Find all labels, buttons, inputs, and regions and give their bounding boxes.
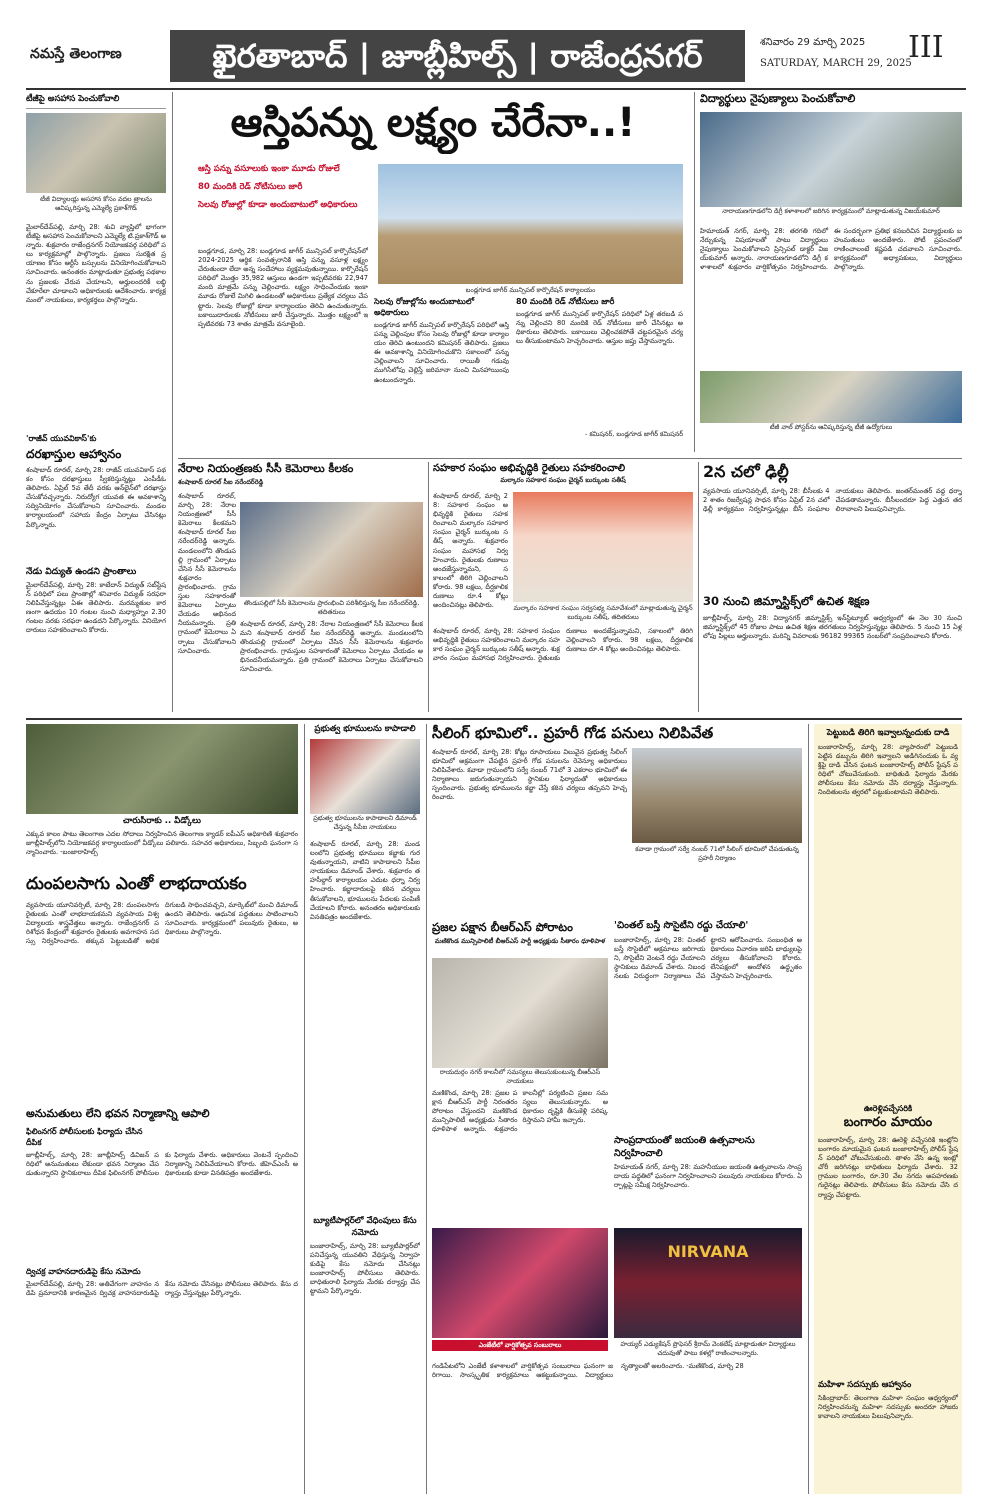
gym-head: 30 నుంచి జిమ్నాస్టిక్స్‌లో ఉచిత శిక్షణ	[703, 594, 870, 608]
nirvana-caption-2: హయ్యర్ ఎడ్యుకేషన్ ప్రొఫెసర్ శ్రీరామ్ వెంకటేష్ మాట్లాడుతూ విద్యార్థులు చదువుతో పాటు కళల్లో రాణించాలన్నారు.	[620, 1340, 796, 1357]
coop-photo	[513, 492, 693, 602]
nirvana-caption-1: ఎంజేటీలో వార్షికోత్సవ సంబురాలు	[432, 1340, 608, 1351]
women-body: సికింద్రాబాద్: తెలంగాణ మహిళా సంఘం ఆధ్వర్యంలో నిర్వహించనున్న మహిళా సదస్సుకు అందరూ హాజరు కావాలని నాయకులు పిలుపునిచ్చారు.	[818, 1394, 958, 1421]
gov-caption: ప్రభుత్వ భూములను కాపాడాలని డిమాండ్ చేస్తున్న సీపీఐ నాయకులు	[313, 814, 417, 831]
cctv-caption: తొండుపల్లిలో సీసీ కెమెరాలను ప్రారంభించి పరిశీలిస్తున్న సీఐ నరేందర్‌రెడ్డి, తదితరులు	[243, 599, 420, 616]
invest-head: పెట్టుబడి తిరిగి ఇవ్వాలన్నందుకు దాడి	[826, 728, 950, 738]
byte-head: బ్యూటీపార్లర్‌లో వేధింపులు కేసు నమోదు	[313, 1216, 417, 1238]
nirvana-photo-2	[614, 1228, 802, 1338]
gov-body: శంషాబాద్ రూరల్, మార్చి 28: మండలంలోని ప్రభుత్వ భూములు కబ్జాకు గురవుతున్నాయని, వాటిని కాపాడాలని సీపీఐ నాయకులు డిమాండ్ చేశారు. శుక్రవారం తహసీల్దార్ కార్యాలయం ఎదుట ధర్నా నిర్వహించారు. కబ్జాదారులపై కఠిన చర్యలు తీసుకోవాలని, భూములను పేదలకు పంపిణీ చేయాలని కోరారు. అనంతరం అధికారులకు వినతిపత్రం అందజేశారు.	[310, 840, 420, 921]
gov-lands	[310, 724, 420, 1500]
gold-body: బంజారాహిల్స్, మార్చి 28: ఊరెళ్లి వచ్చేసరికి ఇంట్లోని బంగారం మాయమైన ఘటన బంజారాహిల్స్ పోలీస్ స్టేషన్ పరిధిలో చోటుచేసుకుంది. తాళం వేసి ఉన్న ఇంట్లో చోరీ జరిగినట్లు బాధితులు ఫిర్యాదు చేశారు. 32 గ్రాముల బంగారం, రూ.30 వేల నగదు అపహరణకు గురైనట్లు తెలిపారు. పోలీసులు కేసు నమోదు చేసి దర్యాప్తు చేపట్టారు.	[818, 1136, 958, 1199]
brs-sub: మణికొండ మున్సిపాలిటీ బీఆర్ఎస్ పార్టీ అధ్యక్షుడు సీతారం ధూళిపాళ	[434, 937, 606, 945]
right-top-photo-2	[700, 371, 962, 423]
delhi-body: వ్యవసాయ యూనివర్సిటీ, మార్చి 28: బీసీలకు 42 శాతం రిజర్వేషన్ల సాధన కోసం ఏప్రిల్ 2న చలో ఢిల్లీ కార్యక్రమం నిర్వహిస్తున్నట్లు బీసీ సంఘాల నాయకులు తెలిపారు. జంతర్‌మంతర్ వద్ద ధర్నా చేపడతామన్నారు. బీసీలందరూ పెద్ద ఎత్తున తరలిరావాలని పిలుపునిచ్చారు.	[703, 487, 962, 514]
brs-body: మణికొండ, మార్చి 28: ప్రజల పక్షాన బీఆర్ఎస్ పార్టీ నిరంతరం పోరాటం చేస్తుందని మణికొండ మున్సిపాలిటీ అధ్యక్షుడు సీతారం ధూళిపాళ అన్నారు. శుక్రవారం కాలనీల్లో పర్యటించి ప్రజల సమస్యలు తెలుసుకున్నారు. అధికారుల దృష్టికి తీసుకెళ్లి పరిష్కరిస్తామని హామీ ఇచ్చారు.	[432, 1089, 608, 1134]
chintal-body: బంజారాహిల్స్, మార్చి 28: చింతల్ బస్తీ సొసైటీలో అక్రమాలు జరిగాయని, సొసైటీని వెంటనే రద్దు చేయాలని స్థానికులు డిమాండ్ చేశారు. నిబంధనలకు విరుద్ధంగా నిర్మాణాలు చేపట్టారని ఆరోపించారు. సంబంధిత అధికారులు విచారణ జరిపి బాధ్యులపై చర్యలు తీసుకోవాలని కోరారు. లేనిపక్షంలో ఆందోళన ఉద్ధృతం చేస్తామని హెచ్చరించారు.	[614, 936, 802, 981]
hero-photo	[26, 724, 298, 814]
chintal-story	[614, 920, 802, 1220]
ceiling-body: శంషాబాద్ రూరల్, మార్చి 28: కోట్లు రూపాయలు విలువైన ప్రభుత్వ సీలింగ్ భూమిలో అక్రమంగా చేపట్టిన ప్రహరీ గోడ పనులను రెవెన్యూ అధికారులు నిలిపివేశారు. కవాడా గ్రామంలోని సర్వే నంబర్ 71లో 3 ఎకరాల భూమిలో ఈ నిర్మాణాలు జరుగుతున్నాయని స్థానికుల ఫిర్యాదుతో అధికారులు స్పందించారు. ప్రభుత్వ భూములను కబ్జా చేస్తే కఠిన చర్యలు తప్పవని హెచ్చరించారు.	[432, 748, 627, 802]
hero-body: ఎక్కువ కాలం పాటు తెలంగాణ ఎదల సోదాలు నిర్వహించిన తెలంగాణ క్యాడర్ ఐపీఎస్ అధికారిణి శుక్రవారం జూబ్లీహిల్స్‌లోని నియోజకవర్గ కార్యాలయంలో వీడ్కోలు పలికారు. సహచర అధికారులు, సిబ్బంది ఘనంగా సన్మానించారు. -బంజారాహిల్స్	[26, 830, 298, 857]
bottom-left	[26, 724, 298, 1500]
gold-badge: ఊరెళ్లివచ్చేసరికి	[863, 1104, 913, 1113]
brs-photo	[432, 958, 608, 1068]
main-sub-2: 80 మందికి రెడ్ నోటీసులు జారీ	[516, 297, 615, 306]
ceiling-head: సీలింగ్ భూమిలో.. ప్రహరీ గోడ పనులు నిలిపివేత	[432, 724, 714, 742]
jayanti-body: హిమాయత్ నగర్, మార్చి 28: మహనీయుల జయంతి ఉత్సవాలను సాంప్రదాయ పద్ధతిలో ఘనంగా నిర్వహించాలని పలువురు నాయకులు కోరారు. ఏర్పాట్లపై సమీక్ష నిర్వహించారు.	[614, 1163, 802, 1190]
story-cctv	[178, 462, 423, 712]
coop-sub: మల్కారం సహకార సంఘం చైర్మన్ బుర్కుంట సతీష్	[500, 476, 626, 484]
permit-body: జూబ్లీహిల్స్, మార్చి 28: జూబ్లీహిల్స్ డివిజన్ పరిధిలో అనుమతులు లేకుండా భవన నిర్మాణం చేపడుతున్నారని స్థానికురాలు దీపిక ఫిలింనగర్ పోలీసులకు ఫిర్యాదు చేశారు. అధికారులు వెంటనే స్పందించి నిర్మాణాన్ని నిలిపివేయాలని కోరారు. జీహెచ్‌ఎంసీ అధికారులకు కూడా వినతిపత్రం అందజేశారు.	[26, 1151, 298, 1178]
dumpala-head: దుంపలసాగు ఎంతో లాభదాయకం	[26, 874, 247, 894]
left-caption-1: టీజీ విద్యాలయ్ల అసహాన కోసం వదల త్రాలను ఆవిష్కరిస్తున్న ఎమ్మెల్యే ప్రకాశ్‌గౌడ్	[40, 195, 152, 212]
invest-body: బంజారాహిల్స్, మార్చి 28: వ్యాపారంలో పెట్టుబడి పెట్టిన డబ్బును తిరిగి ఇవ్వాలని అడిగినందుకు ఓ వ్యక్తిపై దాడి చేసిన ఘటన బంజారాహిల్స్ పోలీస్ స్టేషన్ పరిధిలో చోటుచేసుకుంది. బాధితుడి ఫిర్యాదు మేరకు పోలీసులు కేసు నమోదు చేసి దర్యాప్తు చేస్తున్నారు. నిందితులను త్వరలో పట్టుకుంటామని తెలిపారు.	[818, 743, 958, 797]
main-sub-1-box	[374, 297, 509, 431]
right-top	[700, 92, 962, 452]
nirvana-body: గండిపేటలోని ఎంజేటీ కళాశాలలో వార్షికోత్సవ సంబురాలు ఘనంగా జరిగాయి. సాంస్కృతిక కార్యక్రమాలు ఆకట్టుకున్నాయి. విద్యార్థులు నృత్యాలతో అలరించారు. -మణికొండ, మార్చి 28	[432, 1362, 744, 1380]
left-head-3: నేడు విద్యుత్ ఉండని ప్రాంతాలు	[26, 567, 137, 577]
nirvana-photo-1	[432, 1228, 608, 1338]
coop-head: సహకార సంఘం అభివృద్ధికి రైతులు సహకరించాలి	[433, 463, 626, 474]
story-delhi	[703, 462, 962, 587]
main-headline: ఆస్తిపన్ను లక్ష్యం చేరేనా..!	[230, 100, 636, 146]
left-photo-1	[26, 113, 166, 193]
coop-body: శంషాబాద్ రూరల్, మార్చి 28: సహకార సంఘం అభివృద్ధికి రైతులు సహకరించాలని మల్కారం సహకార సంఘం చైర్మన్ బుర్కుంట సతీష్ అన్నారు. శుక్రవారం సంఘం మహాసభ నిర్వహించారు. రైతులకు రుణాలు అందజేస్తున్నామని, సకాలంలో తిరిగి చెల్లించాలని కోరారు. 98 లక్షలు, దీర్ఘకాలిక రుణాలు రూ.4 కోట్లు అందించినట్లు తెలిపారు.	[433, 492, 508, 610]
right-top-photo	[700, 112, 962, 207]
brs-head: ప్రజల పక్షాన బీఆర్ఎస్ పోరాటం	[432, 920, 573, 934]
permit-head: అనుమతులు లేని భవన నిర్మాణాన్ని ఆపాలి	[26, 1107, 210, 1120]
left-head-2: దరఖాస్తుల ఆహ్వానం	[26, 447, 122, 461]
nirvana-block	[432, 1228, 802, 1500]
permit-sub: ఫిలింనగర్ పోలీసులకు ఫిర్యాదు చేసిన దీపిక	[26, 1127, 143, 1147]
right-top-head: విద్యార్థులు నైపుణ్యాలు పెంచుకోవాలి	[700, 92, 856, 105]
cctv-photo	[240, 502, 423, 597]
main-sub-2-body: బండ్లగూడ జాగీర్ మున్సిపల్ కార్పొరేషన్ పరిధిలో ఏళ్ల తరబడి పన్ను చెల్లించని 80 మందికి రెడ్ నోటీసులు జారీ చేసినట్లు అధికారులు తెలిపారు. బకాయిలు చెల్లించకపోతే చట్టపరమైన చర్యలు తీసుకుంటామని హెచ్చరించారు. ఆస్తుల జప్తు చేస్తామన్నారు.	[516, 310, 683, 346]
right-top-body: హిమాయత్ నగర్, మార్చి 28: తరగతి గదిలో నేర్చుకున్న విషయాలతో పాటు విద్యార్థులు నైపుణ్యాలు పెంచుకోవాలని ప్రిన్సిపల్ డాక్టర్ విజయ్‌కుమార్ అన్నారు. నారాయణగూడలోని డిగ్రీ కళాశాలలో శుక్రవారం వార్షికోత్సవం నిర్వహించారు. ఈ సందర్భంగా ప్రతిభ కనబరిచిన విద్యార్థులకు బహుమతులు అందజేశారు. పోటీ ప్రపంచంలో రాణించాలంటే కష్టపడి చదవాలని సూచించారు. కార్యక్రమంలో అధ్యాపకులు, విద్యార్థులు పాల్గొన్నారు.	[700, 227, 962, 272]
region-title: ఖైరతాబాద్ | జూబ్లీహిల్స్ | రాజేంద్రనగర్	[212, 37, 703, 75]
masthead	[0, 0, 981, 80]
main-quote: - కమిషనర్, బండ్లగూడ జాగీర్ కమిషనర్	[584, 430, 683, 438]
gov-photo	[310, 739, 420, 814]
cctv-body-2: శంషాబాద్ రూరల్, మార్చి 28: నేరాల నియంత్రణలో సీసీ కెమెరాలు కీలకమని శంషాబాద్ రూరల్ సీఐ నరేందర్‌రెడ్డి అన్నారు. మండలంలోని తొండుపల్లి గ్రామంలో ఏర్పాటు చేసిన సీసీ కెమెరాలను శుక్రవారం ప్రారంభించారు. గ్రామస్తుల సహకారంతో కెమెరాలు ఏర్పాటు చేయడం అభినందనీయమన్నారు. ప్రతి గ్రామంలో కెమెరాలు ఏర్పాటు చేసుకోవాలని సూచించారు.	[240, 620, 423, 674]
main-bullets	[198, 164, 368, 212]
left-badge-2: 'రాజీవ్ యువవికాస్'కు	[26, 434, 97, 443]
main-sub-1-body: బండ్లగూడ జాగీర్ మున్సిపల్ కార్పొరేషన్ పరిధిలో ఆస్తి పన్ను చెల్లింపుల కోసం సెలవు రోజుల్లో కూడా కార్యాలయం తెరిచి ఉంటుందని కమిషనర్ తెలిపారు. ప్రజలు ఈ అవకాశాన్ని వినియోగించుకొని సకాలంలో పన్ను చెల్లించాలని సూచించారు. రాయితీ గడువు ముగిసేలోపు చెల్లిస్తే జరిమానా నుంచి మినహాయింపు ఉంటుందన్నారు.	[374, 321, 509, 384]
gold-head: బంగారం మాయం	[843, 1115, 933, 1130]
date-telugu: శనివారం 29 మార్చి 2025	[760, 37, 866, 48]
left-body-2: శంషాబాద్ రూరల్, మార్చి 28: రాజీవ్ యువవికాస్ పథకం కోసం దరఖాస్తులు స్వీకరిస్తున్నట్లు ఎంపీడీఓ తెలిపారు. ఏప్రిల్ 5వ తేదీ వరకు ఆన్‌లైన్‌లో దరఖాస్తు చేసుకోవచ్చన్నారు. నిరుద్యోగ యువత ఈ అవకాశాన్ని సద్వినియోగం చేసుకోవాలని సూచించారు. మండల కార్యాలయంలో సహాయ కేంద్రం ఏర్పాటు చేసినట్లు పేర్కొన్నారు.	[26, 466, 166, 529]
delhi-head: 2న చలో ఢిల్లీ	[703, 462, 789, 481]
main-sub-1: సెలవు రోజుల్లోను అందుబాటులో అధికారులు	[374, 297, 475, 317]
brs-caption: రాయదుర్గం నగర్ కాలనీలో సమస్యలు తెలుసుకుంటున్న బీఆర్ఎస్ నాయకులు	[439, 1068, 601, 1085]
main-story	[178, 92, 688, 452]
coop-caption: మల్కారం సహకార సంఘం సర్వసభ్య సమావేశంలో మాట్లాడుతున్న చైర్మన్ బుర్కుంట సతీష్, తదితరులు	[513, 604, 693, 621]
main-bullet-3: సెలవు రోజుల్లో కూడా అందుబాటులో అధికారులు	[198, 200, 358, 210]
left-body-1: మైలార్‌దేవ్‌పల్లి, మార్చి 28: శుచి వ్యాప్తిలో భాగంగా టీజీపై అసహాన పెంచుకోవాలని ఎమ్మెల్యే టి.ప్రకాశ్‌గౌడ్ అన్నారు. శుక్రవారం రాజేంద్రనగర్ నియోజకవర్గ పరిధిలో పలు కార్యక్రమాల్లో పాల్గొన్నారు. ప్రజలు సురక్షిత ప్రయాణం కోసం ఆర్టీసీ బస్సులను వినియోగించుకోవాలని సూచించారు. అనంతరం మాట్లాడుతూ ప్రభుత్వ పథకాలను ప్రజలకు చేరువ చేయాలని, అర్హులందరికీ లబ్ధి చేకూరేలా చూడాలని అధికారులకు ఆదేశించారు. కార్యక్రమంలో నాయకులు, కార్యకర్తలు పాల్గొన్నారు.	[26, 223, 166, 304]
chintal-head: 'చింతల్ బస్తీ సొసైటీని రద్దు చేయాలి'	[614, 920, 749, 931]
left-head-1: టీజీపై అసహాస పెంచుకోవాలి	[26, 92, 166, 109]
hero-caption: చారుసీరాకు .. వీడ్కోలు	[123, 816, 201, 826]
jayanti-head: సాంప్రదాయంతో జయంతి ఉత్సవాలను నిర్వహించాలి	[614, 1135, 755, 1159]
ceiling-caption: కవాడా గ్రామంలో సర్వే నంబర్ 71లో సీలింగ్ భూమిలో చేపడుతున్న ప్రహరీ నిర్మాణం	[635, 845, 799, 862]
ceiling-story	[432, 724, 802, 914]
coop-body-2: శంషాబాద్ రూరల్, మార్చి 28: సహకార సంఘం అభివృద్ధికి రైతులు సహకరించాలని మల్కారం సహకార సంఘం చైర్మన్ బుర్కుంట సతీష్ అన్నారు. శుక్రవారం సంఘం మహాసభ నిర్వహించారు. రైతులకు రుణాలు అందజేస్తున్నామని, సకాలంలో తిరిగి చెల్లించాలని కోరారు. 98 లక్షలు, దీర్ఘకాలిక రుణాలు రూ.4 కోట్లు అందించినట్లు తెలిపారు.	[433, 627, 693, 663]
nirvana-sign: NIRVANA	[667, 1242, 749, 1261]
right-top-caption: నారాయణగూడలోని డిగ్రీ కళాశాలలో జరిగిన కార్యక్రమంలో మాట్లాడుతున్న విజయ్‌కుమార్	[722, 207, 940, 215]
page-number: III	[908, 30, 944, 65]
brs-story	[432, 920, 608, 1220]
story-gymnastics	[703, 594, 962, 712]
cctv-sub: శంషాబాద్ రూరల్ సీఐ నరేందర్‌రెడ్డి	[178, 478, 264, 486]
right-bottom	[814, 724, 962, 1494]
region-banner	[170, 30, 745, 82]
left-column	[26, 92, 166, 712]
left-body-3: మైలార్‌దేవ్‌పల్లి, మార్చి 28: కాటేదాన్ విద్యుత్ సబ్‌స్టేషన్ పరిధిలో పలు ప్రాంతాల్లో శనివారం విద్యుత్ సరఫరా నిలిపివేస్తున్నట్లు ఏఈ తెలిపారు. మరమ్మతుల కారణంగా ఉదయం 10 గంటల నుంచి మధ్యాహ్నం 2.30 గంటల వరకు సరఫరా ఉండదని పేర్కొన్నారు. వినియోగదారులు సహకరించాలని కోరారు.	[26, 581, 166, 635]
bike-head: ద్విచక్ర వాహనదారుడిపై కేసు నమోదు	[26, 1267, 141, 1276]
bike-body: మైలార్‌దేవ్‌పల్లి, మార్చి 28: అతివేగంగా వాహనం నడిపి ప్రమాదానికి కారణమైన ద్విచక్ర వాహనదారుడిపై కేసు నమోదు చేసినట్లు పోలీసులు తెలిపారు. కేసు దర్యాప్తు చేస్తున్నట్లు పేర్కొన్నారు.	[26, 1280, 298, 1298]
cctv-body: శంషాబాద్ రూరల్, మార్చి 28: నేరాల నియంత్రణలో సీసీ కెమెరాలు కీలకమని శంషాబాద్ రూరల్ సీఐ నరేందర్‌రెడ్డి అన్నారు. మండలంలోని తొండుపల్లి గ్రామంలో ఏర్పాటు చేసిన సీసీ కెమెరాలను శుక్రవారం ప్రారంభించారు. గ్రామస్తుల సహకారంతో కెమెరాలు ఏర్పాటు చేయడం అభినందనీయమన్నారు. ప్రతి గ్రామంలో కెమెరాలు ఏర్పాటు చేసుకోవాలని సూచించారు.	[178, 492, 236, 655]
main-sub-2-box	[516, 297, 683, 420]
cctv-head: నేరాల నియంత్రణకు సీసీ కెమెరాలు కీలకం	[178, 462, 354, 475]
gov-head: ప్రభుత్వ భూములను కాపాడాలి	[314, 724, 416, 734]
women-head: మహిళా సదస్సుకు ఆహ్వానం	[818, 1380, 912, 1390]
ceiling-photo	[632, 748, 802, 843]
story-coop	[433, 462, 693, 712]
main-photo	[378, 164, 683, 284]
date-english: SATURDAY, MARCH 29, 2025	[760, 58, 912, 69]
gym-body: జూబ్లీహిల్స్, మార్చి 28: విద్యానగర్ జిమ్నాస్టిక్స్ ఇన్‌స్టిట్యూట్ ఆధ్వర్యంలో ఈ నెల 30 నుంచి జిమ్నాస్టిక్స్‌లో 45 రోజుల పాటు ఉచిత శిక్షణ తరగతులు నిర్వహిస్తున్నట్లు తెలిపారు. 5 నుంచి 15 ఏళ్ల లోపు పిల్లలు అర్హులన్నారు. మరిన్ని వివరాలకు 96182 99365 నంబర్‌లో సంప్రదించాలని కోరారు.	[703, 614, 962, 641]
main-photo-caption: బండ్లగూడ జాగీర్ మున్సిపల్ కార్పొరేషన్ కార్యాలయం	[465, 286, 596, 294]
main-body: బండ్లగూడ, మార్చి 28: బండ్లగూడ జాగీర్ మున్సిపల్ కార్పొరేషన్‌లో 2024-2025 ఆర్థిక సంవత్సరానికి ఆస్తి పన్ను వసూళ్ల లక్ష్యం చేరుతుందా లేదా అన్న సందేహాలు వ్యక్తమవుతున్నాయి. కార్పొరేషన్ పరిధిలో మొత్తం 35,982 ఆస్తులు ఉండగా ఇప్పటివరకు 22,947 మంది మాత్రమే పన్ను చెల్లించారు. లక్ష్యం సాధించేందుకు ఇంకా మూడు రోజులే మిగిలి ఉండటంతో అధికారులు ప్రత్యేక చర్యలు చేపట్టారు. సెలవు రోజుల్లో కూడా కార్యాలయం తెరిచి ఉంచుతున్నారు. బకాయిదారులకు నోటీసులు జారీ చేస్తున్నారు. మొత్తం లక్ష్యంలో ఇప్పటివరకు 73 శాతం మాత్రమే వసూలైంది.	[198, 247, 368, 328]
dumpala-body: వ్యవసాయ యూనివర్సిటీ, మార్చి 28: దుంపలసాగు రైతులకు ఎంతో లాభదాయకమని వ్యవసాయ విశ్వవిద్యాలయ శాస్త్రవేత్తలు అన్నారు. రాజేంద్రనగర్ పరిశోధన కేంద్రంలో శుక్రవారం రైతులకు అవగాహన సదస్సు నిర్వహించారు. తక్కువ పెట్టుబడితో అధిక దిగుబడి సాధించవచ్చని, మార్కెట్‌లో మంచి డిమాండ్ ఉందని తెలిపారు. ఆధునిక పద్ధతులు పాటించాలని సూచించారు. కార్యక్రమంలో పలువురు రైతులు, అధికారులు పాల్గొన్నారు.	[26, 901, 298, 946]
byte-body: బంజారాహిల్స్, మార్చి 28: బ్యూటీపార్లర్‌లో పనిచేస్తున్న యువతిని వేధిస్తున్న నిర్వాహకుడిపై కేసు నమోదు చేసినట్లు బంజారాహిల్స్ పోలీసులు తెలిపారు. బాధితురాలి ఫిర్యాదు మేరకు దర్యాప్తు చేపట్టామని పేర్కొన్నారు.	[310, 1242, 420, 1296]
paper-name: నమస్తే తెలంగాణ	[30, 46, 122, 62]
main-bullet-2: 80 మందికి రెడ్ నోటీసులు జారీ	[198, 182, 303, 192]
main-bullet-1: ఆస్తి పన్ను వసూలుకు ఇంకా మూడు రోజులే	[198, 164, 340, 174]
right-top-caption-2: టీజీ వాల్ పోస్టర్‌ను ఆవిష్కరిస్తున్న టీజీ ఉద్యోగులు	[769, 423, 893, 431]
